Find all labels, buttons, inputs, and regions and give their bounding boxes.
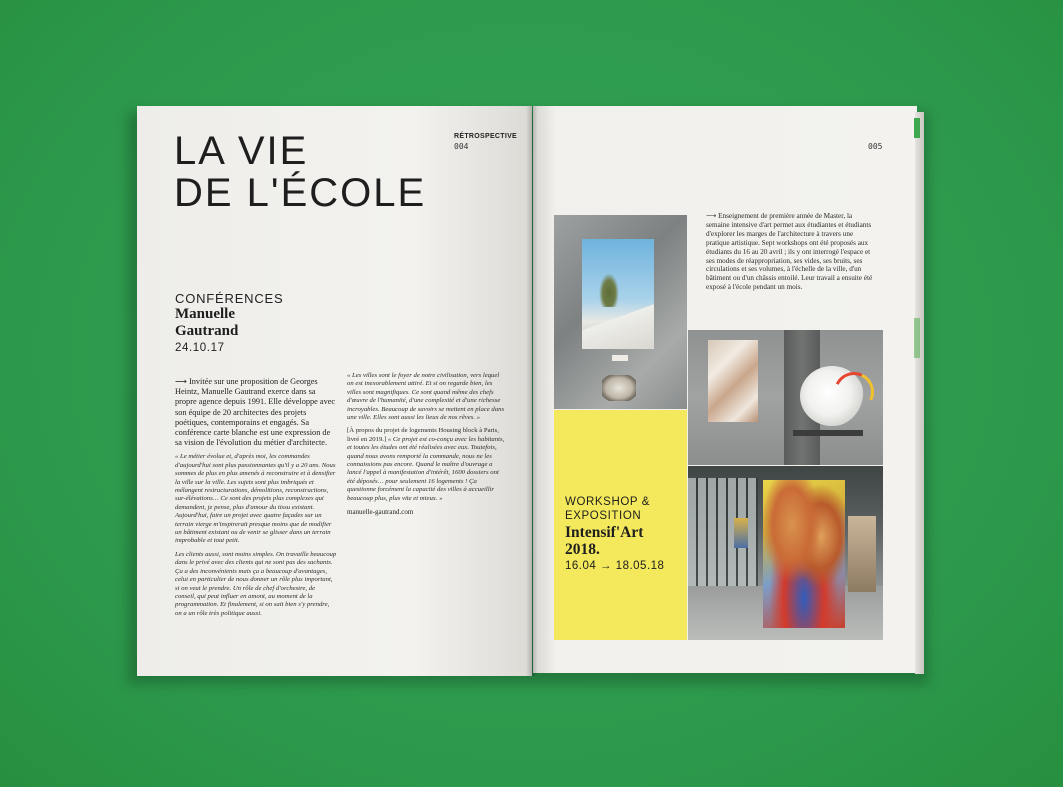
intro-text: Invitée sur une proposition de Georges Heintz, Manuelle Gautrand exerce dans sa propre agence depuis 1991. Elle développe avec son équipe de 20 architectes des projets poétiques, contemporains et engagés. Sa conférence carte blanche est une expression de sa vision de l'évolution du métier d'architecte. [175,377,336,448]
quote-paragraph: « Le métier évolue et, d'après moi, les commandes d'aujourd'hui sont plus passionnantes qu'il y a 20 ans. Nous sommes de plus en plus amenés à reconstruire et à densifier la ville sur la ville. Les sujets sont plus imbriqués et mélangent restructurations, démolitions, reconstructions, sur-élévations… Ce sont des projets plus complexes qui demandent, je pense, plus d'amour du tissu existant. Aujourd'hui, faire un projet avec quatre façades sur un terrain vierge m'inspirerait presque moins que de modifier un bâtiment existant ou de venir se glisser dans un terrain improbable et tout petit. [175,453,336,545]
workshop-dates: 16.04 → 18.05.18 [565,560,665,572]
housing-quote: « Ce projet est co-conçu avec les habitants, et toutes les études ont été réalisées avec eux. Toutefois, quand nous avons remporté la commande, nous ne les connaissions pas encore. Quand le maître d'ouvrage a lancé l'appel à manifestation d'intérêt, 1600 dossiers ont été déposés… pour seulement 16 logements ! Ça questionne forcément la capacité des villes à accueillir beaucoup plus, plus vite et mieux. » [347,435,505,502]
framed-picture [708,340,758,422]
painted-canvas [763,480,845,628]
quote-paragraph: « Les villes sont le foyer de notre civilisation, vers lequel on est inexorablement attiré. Et si on regarde bien, les villes sont magnifiques. Ce sont quand même des chefs d'œuvre de l'humanité, d'une complexité et d'une richesse incroyables. Beaucoup de savoirs se mettent en place dans une ville. Elles sont aussi les lieux de nos rêves. » [347,372,505,422]
page-edges [915,112,924,674]
shelf [793,430,863,436]
wall-label [612,355,628,361]
page-title [174,130,426,214]
workshop-title-line-2: 2018. [565,541,600,558]
text-column-1 [175,376,337,623]
photo-installation-mountain [554,215,687,409]
page-number-right: 005 [868,142,883,151]
spine-gutter [526,106,538,676]
arrow-icon: ⟶ [175,376,187,386]
title-line-2: DE L'ÉCOLE [174,171,427,215]
plant [599,273,619,307]
conference-kicker: CONFÉRENCES [175,291,284,306]
page-number-left: 004 [454,142,469,151]
page-edge-tab [914,318,920,358]
photo-installation-cloud [688,330,883,465]
section-label: RÉTROSPECTIVE [454,133,518,140]
canvas-back [848,516,876,592]
photo-exhibition-hall [688,466,883,640]
intro-paragraph [175,376,337,448]
title-line-1: LA VIE [174,129,309,173]
small-painting [734,518,748,548]
sculpture [602,375,636,401]
conference-date: 24.10.17 [175,342,225,354]
workshop-kicker: WORKSHOP & EXPOSITION [565,496,651,522]
text-column-2 [347,372,507,522]
workshop-description [706,212,876,292]
website-link[interactable]: manuelle-gautrand.com [347,508,414,517]
quote-paragraph: Les clients aussi, sont moins simples. On travaille beaucoup dans le privé avec des clients qui ne sont pas des sachants. Ça a des inconvénients mais ça a beaucoup d'avantages, celui en particulier de nous donner un rôle plus important, si on veut le prendre. Un rôle de chef d'orchestre, de conseil, qui peut influer en amont, au moment de la programmation. Et finalement, si on sait bien s'y prendre, on a un rôle très politique aussi. [175,550,337,617]
housing-paragraph [347,427,507,503]
workshop-title-line-1: Intensif'Art [565,524,644,541]
page-edge-tab [914,118,920,138]
arrow-icon: ⟶ [706,211,717,220]
housing-intro: [À propos du projet de logements Housing block à Paris, livré en 2019.] [347,427,499,443]
description-text: Enseignement de première année de Master, la semaine intensive d'art permet aux étudiantes et étudiants d'explorer les marges de l'architecture à travers une pratique artistique. Sept workshops ont été proposés aux étudiants du 16 au 20 avril ; ils y ont interrogé l'espace et ses modes de réappropriation, ses vides, ses bruits, ses circulations et ses volumes, à l'échelle de la ville, d'un bâtiment ou d'un châssis entoilé. Leur travail a ensuite été exposé à l'école pendant un mois. [706,212,873,292]
speaker-name: Manuelle Gautrand [175,306,239,339]
workshop-title [565,524,685,558]
